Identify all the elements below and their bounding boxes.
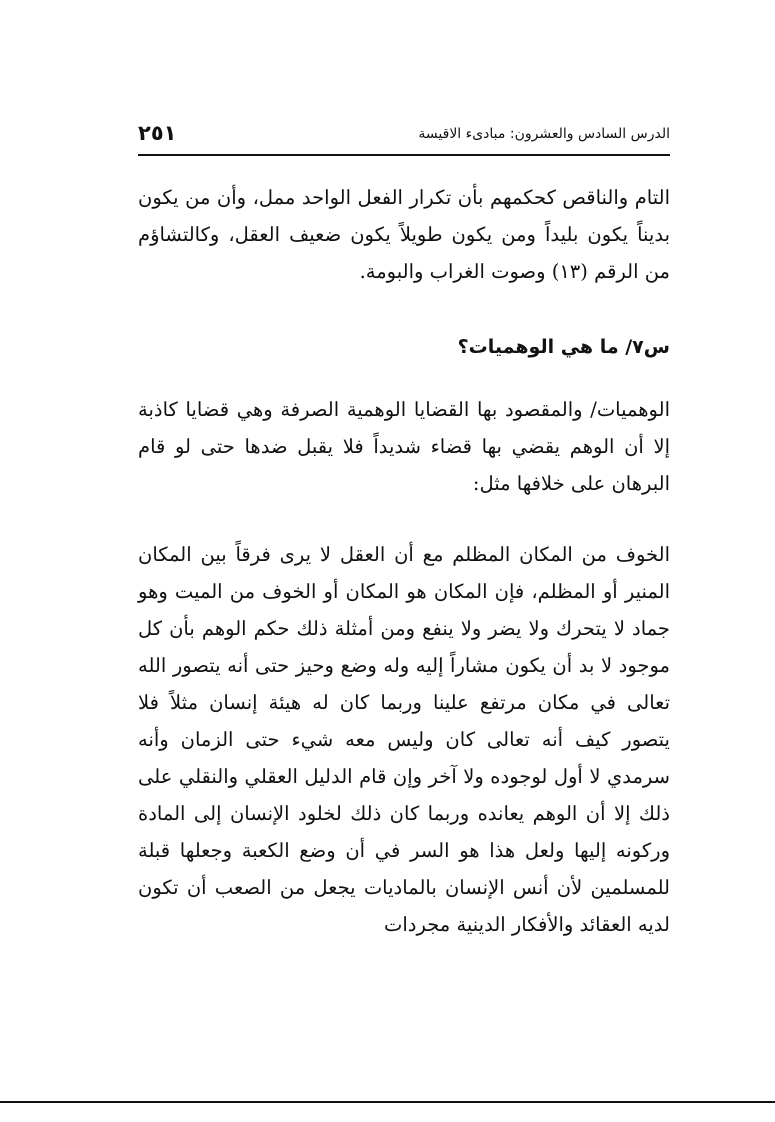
paragraph-block-2 [138, 391, 670, 502]
paragraph-block-3 [138, 536, 670, 943]
scan-edge-line [0, 1101, 775, 1103]
paragraph-3: الخوف من المكان المظلم مع أن العقل لا يرى فرقاً بين المكان المنير أو المظلم، فإن المكان هو المكان أو الخوف من الميت وهو جماد لا يتحرك ولا يضر ولا ينفع ومن أمثلة ذلك حكم الوهم بأن كل موجود لا بد أن يكون مشاراً إليه وله وضع وحيز حتى أنه يتصور الله تعالى في مكان مرتفع علينا وربما كان له هيئة إنسان مثلاً فلا يتصور كيف أنه تعالى كان وليس معه شيء حتى الزمان وأنه سرمدي لا أول لوجوده ولا آخر وإن قام الدليل العقلي والنقلي على ذلك إلا أن الوهم يعانده وربما كان ذلك لخلود الإنسان إلى المادة وركونه إليها ولعل هذا هو السر في أن وضع الكعبة وجعلها قبلة للمسلمين لأن أنس الإنسان بالماديات يجعل من الصعب أن تكون لديه العقائد والأفكار الدينية مجردات [138, 543, 670, 936]
running-title: الدرس السادس والعشرون: مبادىء الاقيسة [418, 126, 670, 142]
page-header [138, 118, 670, 154]
header-rule [138, 154, 670, 156]
question-heading: س٧/ ما هي الوهميات؟ [457, 336, 670, 358]
paragraph-2: الوهميات/ والمقصود بها القضايا الوهمية الصرفة وهي قضايا كاذبة إلا أن الوهم يقضي بها قضاء شديداً فلا يقبل ضدها حتى لو قام البرهان على خلافها مثل: [138, 398, 670, 495]
page-number: ٢٥١ [138, 121, 177, 145]
paragraph-block-1 [138, 179, 670, 290]
paragraph-1: التام والناقص كحكمهم بأن تكرار الفعل الواحد ممل، وأن من يكون بديناً يكون بليداً ومن يكون طويلاً يكون ضعيف العقل، وكالتشاؤم من الرقم (١٣) وصوت الغراب والبومة. [138, 186, 670, 283]
